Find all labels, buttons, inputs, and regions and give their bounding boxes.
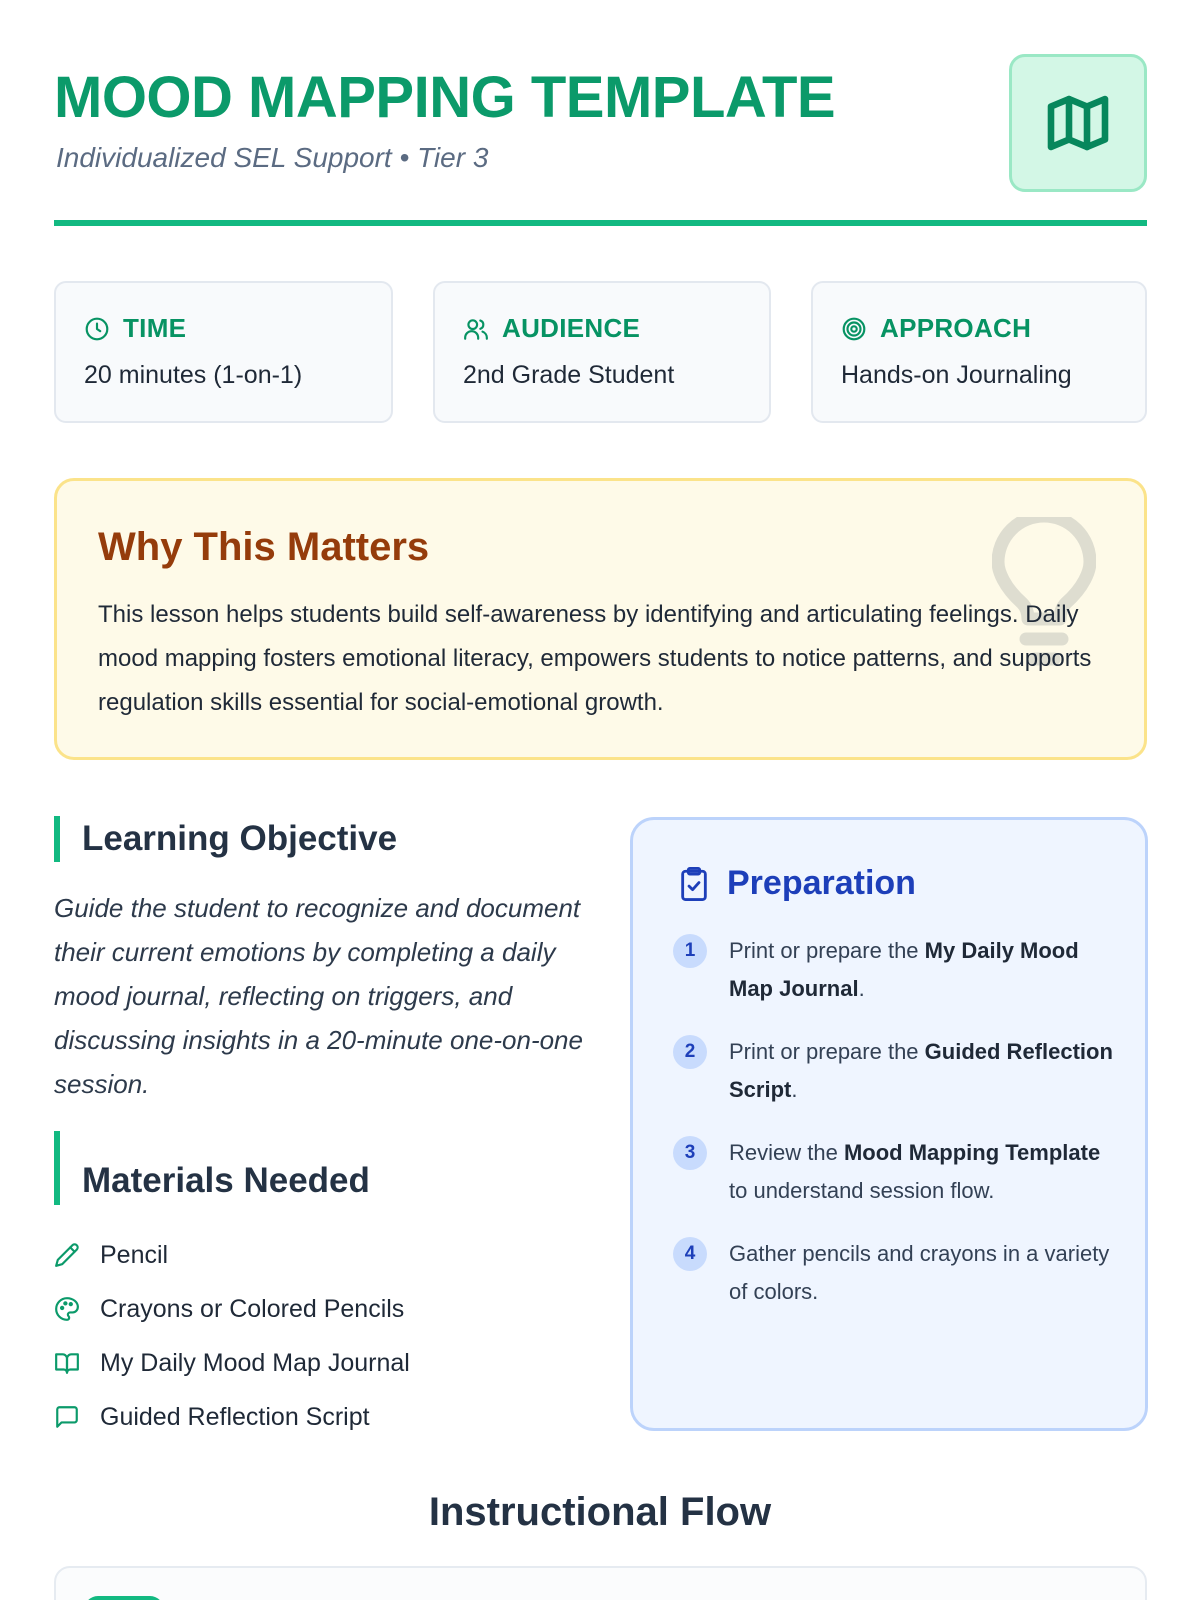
users-icon (463, 316, 489, 342)
info-label-approach: APPROACH (880, 313, 1032, 343)
objective-title: Learning Objective (82, 819, 398, 858)
why-this-matters-callout (54, 478, 1147, 760)
info-label-audience: AUDIENCE (502, 313, 641, 343)
clipboard-check-icon (677, 865, 711, 903)
info-card-audience (433, 281, 771, 423)
page-subtitle: Individualized SEL Support • Tier 3 (56, 142, 489, 173)
preparation-panel (630, 817, 1148, 1431)
objective-text: Guide the student to recognize and document their current emotions by completing a daily mood journal, reflecting on triggers, and discussing insights in a 20-minute one-on-one session. (54, 893, 583, 1099)
page-header (54, 52, 1147, 228)
materials-title: Materials Needed (82, 1161, 370, 1200)
section-accent-bar (54, 816, 60, 862)
material-item-script (54, 1390, 410, 1444)
info-card-time (54, 281, 393, 423)
material-item-pencil (54, 1228, 410, 1282)
material-label: Crayons or Colored Pencils (100, 1294, 405, 1323)
material-item-journal (54, 1336, 410, 1390)
preparation-title: Preparation (727, 864, 916, 902)
info-label-time: TIME (123, 313, 187, 343)
instructional-flow-title: Instructional Flow (428, 1490, 772, 1534)
objective-heading (54, 816, 397, 862)
prep-step: 4 Gather pencils and crayons in a variety of colors. (673, 1235, 1113, 1311)
step-number-badge: 1 (673, 934, 707, 968)
flow-step-badge (84, 1596, 164, 1600)
preparation-heading (677, 864, 916, 903)
step-number-badge: 2 (673, 1035, 707, 1069)
message-square-icon (54, 1404, 80, 1430)
logo-badge (1009, 54, 1147, 192)
material-label: Pencil (100, 1240, 169, 1269)
clock-icon (84, 316, 110, 342)
info-value-approach: Hands-on Journaling (841, 361, 1072, 389)
material-label: My Daily Mood Map Journal (100, 1348, 410, 1377)
why-text: This lesson helps students build self-awareness by identifying and articulating feelings. Daily mood mapping fosters emotional literacy, empowers students to notice patterns, and supports regulation skills essential for social-emotional growth. (98, 601, 1092, 716)
info-value-audience: 2nd Grade Student (463, 361, 675, 389)
book-open-icon (54, 1350, 80, 1376)
pencil-icon (54, 1242, 80, 1268)
why-title: Why This Matters (98, 525, 430, 569)
section-accent-bar (54, 1131, 60, 1205)
info-card-approach (811, 281, 1147, 423)
target-icon (841, 316, 867, 342)
material-label: Guided Reflection Script (100, 1402, 370, 1431)
preparation-steps (673, 932, 1113, 1336)
prep-step: 2 Print or prepare the Guided Reflection Script. (673, 1033, 1113, 1109)
prep-step: 1 Print or prepare the My Daily Mood Map Journal. (673, 932, 1113, 1008)
info-value-time: 20 minutes (1-on-1) (84, 361, 303, 389)
flow-step-card (54, 1566, 1147, 1600)
step-number-badge: 4 (673, 1237, 707, 1271)
map-icon (1042, 87, 1114, 159)
palette-icon (54, 1296, 80, 1322)
prep-step: 3 Review the Mood Mapping Template to understand session flow. (673, 1134, 1113, 1210)
materials-list (54, 1228, 410, 1444)
materials-heading (54, 1131, 370, 1205)
step-number-badge: 3 (673, 1136, 707, 1170)
header-divider (54, 220, 1147, 226)
material-item-crayons (54, 1282, 410, 1336)
page-title: MOOD MAPPING TEMPLATE (54, 65, 836, 130)
